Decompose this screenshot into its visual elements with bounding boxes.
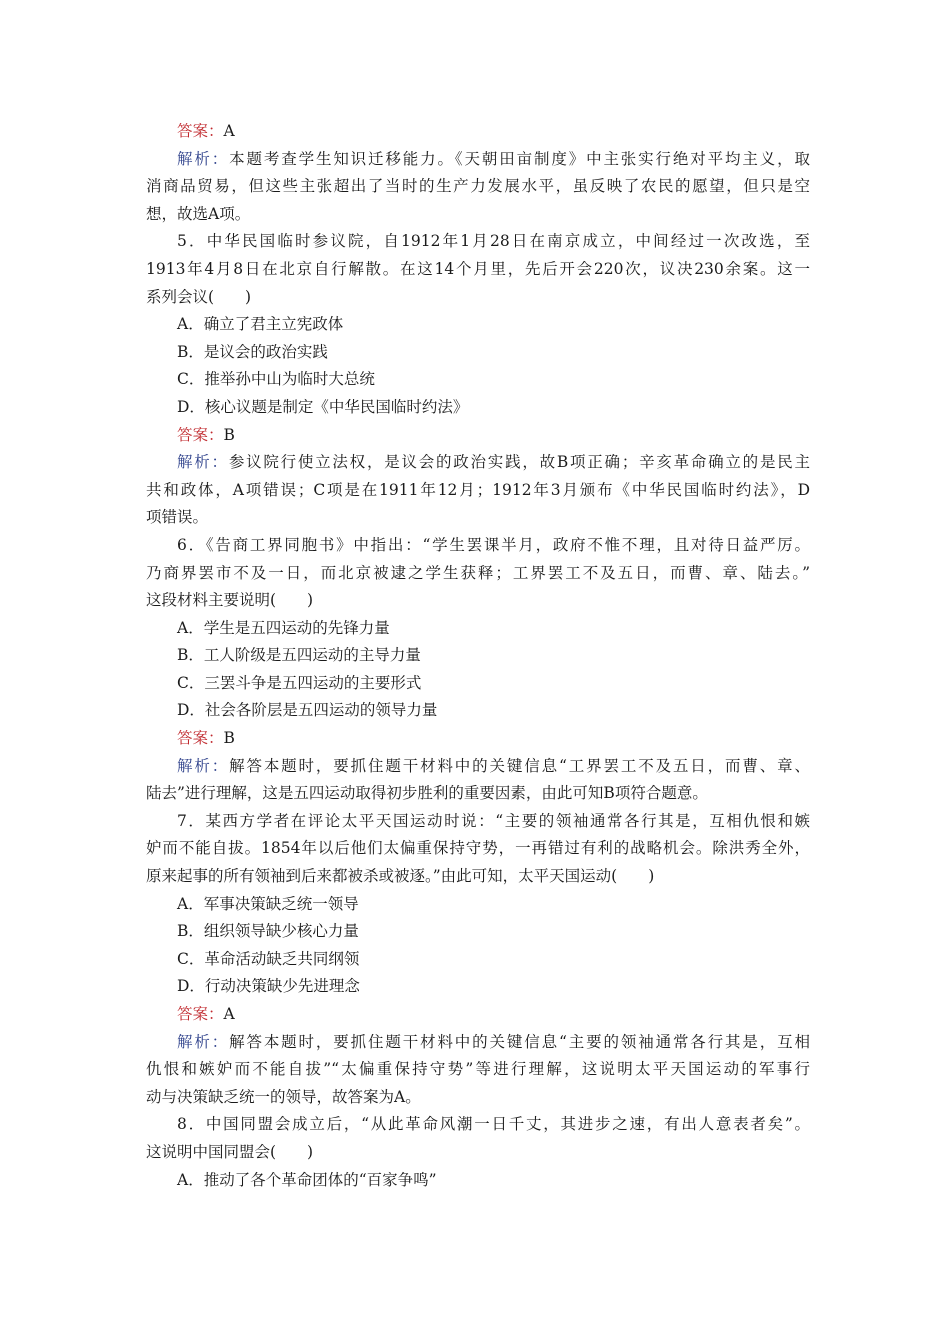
question-stem-line: 妒而不能自拔。1854年以后他们太偏重保持守势，一再错过有利的战略机会。除洪秀全外， <box>146 839 810 858</box>
analysis-line <box>146 1029 810 1057</box>
question-stem-line: 这说明中国同盟会( ) <box>146 1142 314 1161</box>
answer-label: 答案： <box>177 1005 224 1023</box>
option-c: C．推举孙中山为临时大总统 <box>177 370 375 389</box>
answer-label: 答案： <box>177 122 224 140</box>
question-stem-line: 乃商界罢市不及一日，而北京被逮之学生获释；工界罢工不及五日，而曹、章、陆去。” <box>146 563 810 582</box>
option-c: C．三罢斗争是五四运动的主要形式 <box>177 673 422 692</box>
analysis-line: 共和政体，A项错误；C项是在1911年12月；1912年3月颁布《中华民国临时约法》，D <box>146 480 810 499</box>
option-d: D．行动决策缺少先进理念 <box>177 977 360 996</box>
answer-line <box>146 118 810 146</box>
analysis-line <box>146 449 810 477</box>
option-a: A．军事决策缺乏统一领导 <box>177 894 359 913</box>
option-d: D．社会各阶层是五四运动的领导力量 <box>177 701 438 720</box>
question-stem-line: 6．《告商工界同胞书》中指出：“学生罢课半月，政府不惟不理，且对待日益严厉。 <box>177 535 810 554</box>
option-b: B．组织领导缺少核心力量 <box>177 922 359 941</box>
option-a: A．确立了君主立宪政体 <box>177 315 344 334</box>
analysis-label: 解析： <box>177 453 229 472</box>
analysis-line: 想，故选A项。 <box>146 204 251 223</box>
answer-line <box>146 422 810 450</box>
option-b: B．是议会的政治实践 <box>177 342 328 361</box>
document-page <box>146 118 810 1194</box>
answer-value: A <box>223 1005 235 1023</box>
analysis-text: 解答本题时，要抓住题干材料中的关键信息“主要的领袖通常各行其是，互相 <box>229 1032 810 1051</box>
analysis-line: 消商品贸易，但这些主张超出了当时的生产力发展水平，虽反映了农民的愿望，但只是空 <box>146 177 810 196</box>
answer-label: 答案： <box>177 729 224 748</box>
answer-line <box>146 1001 810 1029</box>
analysis-label: 解析： <box>177 1032 230 1051</box>
question-stem-line: 这段材料主要说明( ) <box>146 591 314 610</box>
question-stem-line: 7．某西方学者在评论太平天国运动时说：“主要的领袖通常各行其是，互相仇恨和嫉 <box>177 811 810 830</box>
option-a: A．学生是五四运动的先锋力量 <box>177 618 390 637</box>
analysis-line <box>146 753 810 781</box>
option-a: A．推动了各个革命团体的“百家争鸣” <box>177 1170 437 1189</box>
answer-value: B <box>223 425 235 444</box>
question-stem-line: 5．中华民国临时参议院，自1912年1月28日在南京成立，中间经过一次改选，至 <box>177 232 810 251</box>
analysis-text: 参议院行使立法权，是议会的政治实践，故B项正确；辛亥革命确立的是民主 <box>228 453 810 472</box>
question-stem-line: 原来起事的所有领袖到后来都被杀或被逐。”由此可知，太平天国运动( ) <box>146 867 655 886</box>
analysis-text: 解答本题时，要抓住题干材料中的关键信息“工界罢工不及五日，而曹、章、 <box>229 756 810 775</box>
analysis-text: 本题考查学生知识迁移能力。《天朝田亩制度》中主张实行绝对平均主义，取 <box>229 149 810 168</box>
analysis-line: 陆去”进行理解，这是五四运动取得初步胜利的重要因素，由此可知B项符合题意。 <box>146 784 708 803</box>
analysis-line <box>146 146 810 174</box>
analysis-label: 解析： <box>177 756 230 775</box>
question-stem-line: 8．中国同盟会成立后，“从此革命风潮一日千丈，其进步之速，有出人意表者矣”。 <box>177 1115 810 1134</box>
question-stem-line: 系列会议( ) <box>146 287 252 306</box>
analysis-line: 项错误。 <box>146 508 209 527</box>
answer-line <box>146 725 810 753</box>
question-stem-line: 1913年4月8日在北京自行解散。在这14个月里，先后开会220次，议决230余案。这一 <box>146 259 810 278</box>
answer-value: B <box>223 729 235 748</box>
option-b: B．工人阶级是五四运动的主导力量 <box>177 646 421 665</box>
analysis-label: 解析： <box>177 149 230 168</box>
analysis-line: 仇恨和嫉妒而不能自拔”“太偏重保持守势”等进行理解，这说明太平天国运动的军事行 <box>146 1060 810 1079</box>
answer-label: 答案： <box>177 425 224 444</box>
option-c: C．革命活动缺乏共同纲领 <box>177 949 360 968</box>
option-d: D．核心议题是制定《中华民国临时约法》 <box>177 397 469 416</box>
answer-value: A <box>223 122 235 140</box>
analysis-line: 动与决策缺乏统一的领导，故答案为A。 <box>146 1087 421 1106</box>
